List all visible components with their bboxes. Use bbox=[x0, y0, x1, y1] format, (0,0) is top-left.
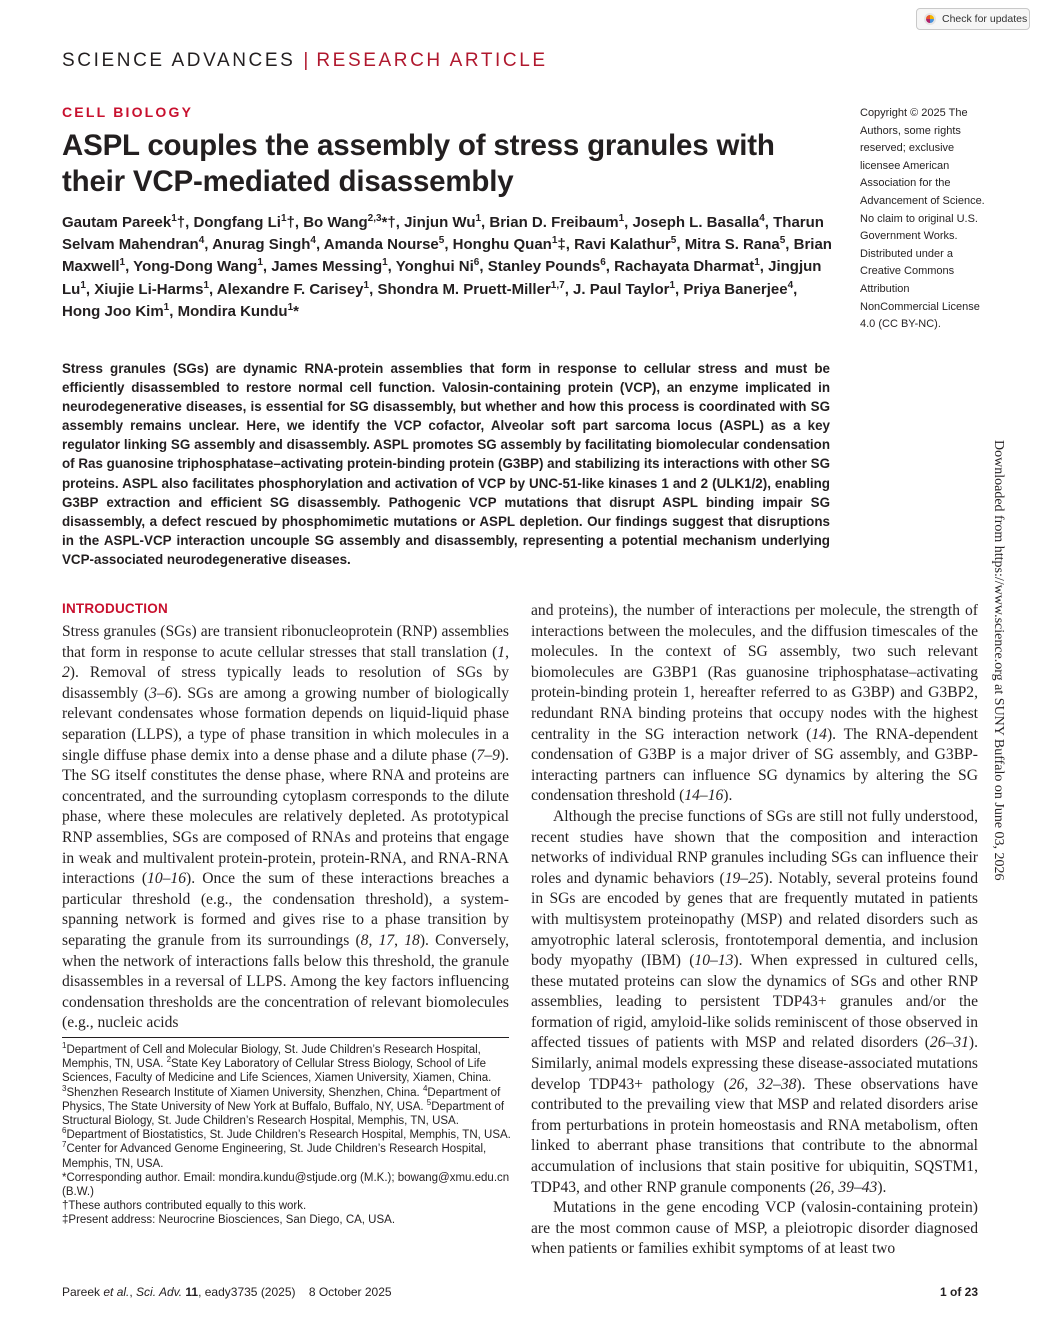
footnote-item: ‡Present address: Neurocrine Biosciences, San Diego, CA, USA. bbox=[62, 1214, 396, 1227]
article-type: RESEARCH ARTICLE bbox=[316, 50, 548, 71]
footnote-item: †These authors contributed equally to this work. bbox=[62, 1200, 307, 1213]
author-name: Honghu Quan$^1$‡ bbox=[452, 235, 566, 254]
author-affiliation-marker: 4 bbox=[759, 213, 765, 224]
author-name: Anurag Singh$^4$ bbox=[212, 235, 316, 254]
author-affiliation-marker: 1 bbox=[618, 213, 625, 224]
author-name: Joseph L. Basalla$^4$ bbox=[632, 213, 765, 231]
author-affiliation-marker: 1 bbox=[257, 257, 263, 269]
author-affiliation-marker: 1 bbox=[363, 279, 370, 291]
update-badge-icon bbox=[923, 12, 937, 26]
author-name: James Messing$^1$ bbox=[271, 257, 388, 276]
footer-etal: et al. bbox=[103, 1285, 130, 1299]
author-list: Gautam Pareek$^1$†, Dongfang Li$^1$†, Bo Wang$^{2,3}$*†, Jinjun Wu$^1$, Brian D. Freibaum$^1$, Joseph L. Basalla$^4$, Tharun Selvam Mahendran$^4$, Anurag Singh$^4$, Amanda Nourse$^5$, Honghu Quan$^1$‡, Ravi Kalathur$^5$, Mitra S. Rana$^5$, Brian Maxwell$^1$, Yong-Dong Wang$^1$, James Messing$^1$, Yonghui Ni$^6$, Stanley Pounds$^6$, Rachayata Dharmat$^1$, Jingjun Lu$^1$, Xiujie Li-Harms$^1$, Alexandre F. Carisey$^1$, Shondra M. Pruett-Miller$^{1,7}$, J. Paul Taylor$^1$, Priya Banerjee$^4$, Hong Joo Kim$^1$, Mondira Kundu$^1$* bbox=[62, 213, 832, 320]
introduction-heading: INTRODUCTION bbox=[62, 601, 168, 616]
author-affiliation-marker: 1 bbox=[80, 279, 86, 291]
author-name: J. Paul Taylor$^1$ bbox=[573, 279, 676, 298]
section-label: CELL BIOLOGY bbox=[62, 104, 194, 120]
copyright-notice: Copyright © 2025 The Authors, some rights reserved; exclusive licensee American Association for the Advancement of Science. No claim to original U.S. Government Works. Distributed under a Creative Commons Attribution NonCommercial License 4.0 (CC BY-NC). bbox=[860, 107, 985, 331]
check-for-updates-label: Check for updates bbox=[942, 13, 1028, 25]
footer-volume: 11 bbox=[185, 1285, 199, 1299]
footnote-divider bbox=[62, 1037, 509, 1038]
footer-date: 8 October 2025 bbox=[308, 1285, 392, 1299]
footer-journal: Sci. Adv. bbox=[136, 1285, 183, 1299]
footer-citation: , eady3735 (2025) bbox=[198, 1285, 296, 1299]
author-name: Mondira Kundu$^1$* bbox=[177, 301, 299, 320]
author-name: Alexandre F. Carisey$^1$ bbox=[216, 279, 370, 298]
author-affiliation-marker: 1 bbox=[203, 279, 209, 291]
author-name: Bo Wang$^{2,3}$*† bbox=[303, 213, 396, 231]
author-name: Rachayata Dharmat$^1$ bbox=[614, 257, 760, 276]
author-name: Xiujie Li-Harms$^1$ bbox=[94, 279, 209, 298]
download-watermark: Downloaded from https://www.science.org at SUNY Buffalo on June 03, 2026 bbox=[991, 440, 1006, 881]
author-affiliation-marker: 1 bbox=[171, 213, 177, 224]
body-paragraph: Mutations in the gene encoding VCP (valosin-containing protein) are the most common cause of MSP, a pleiotropic disorder diagnosed when patients or families exhibit symptoms of at least two bbox=[531, 1199, 978, 1258]
author-name: Ravi Kalathur$^5$ bbox=[574, 235, 677, 254]
body-column-right bbox=[531, 601, 978, 1260]
author-affiliation-marker: 1 bbox=[754, 257, 760, 269]
footnote-item: *Corresponding author. Email: mondira.kundu@stjude.org (M.K.); bowang@xmu.edu.cn (B.W.) bbox=[62, 1171, 510, 1199]
author-affiliation-marker: 1 bbox=[287, 301, 294, 313]
author-affiliation-marker: 5 bbox=[670, 235, 677, 247]
author-name: Jingjun Lu$^1$ bbox=[62, 258, 822, 298]
author-affiliation-marker: 1 bbox=[280, 213, 287, 224]
journal-header bbox=[62, 50, 548, 72]
author-name: Jinjun Wu$^1$ bbox=[404, 213, 482, 231]
citation-footer: Pareek et al., Sci. Adv. 11, eady3735 (2025) 8 October 2025 bbox=[62, 1285, 392, 1299]
author-name: Stanley Pounds$^6$ bbox=[487, 257, 606, 276]
footer-authors: Pareek bbox=[62, 1285, 104, 1299]
author-name: Amanda Nourse$^5$ bbox=[323, 235, 445, 254]
author-name: Mitra S. Rana$^5$ bbox=[684, 235, 786, 254]
author-name: Brian Maxwell$^1$ bbox=[62, 236, 832, 276]
author-name: Hong Joo Kim$^1$ bbox=[62, 301, 170, 320]
author-affiliation-marker: 1 bbox=[475, 213, 482, 224]
author-affiliation-marker: 1 bbox=[119, 257, 126, 269]
journal-name: SCIENCE ADVANCES bbox=[62, 50, 296, 71]
article-title: ASPL couples the assembly of stress granules with their VCP-mediated disassembly bbox=[62, 129, 775, 198]
body-paragraph: Stress granules (SGs) are transient ribonucleoprotein (RNP) assemblies that form in response to acute cellular stresses that stall translation (1, 2). Removal of stress typically leads to resolution of SGs by disassembly (3–6). SGs are among a growing number of biologically relevant condensates whose formation depends on liquid-liquid phase separation (LLPS), a type of phase transition in which molecules in a single diffuse phase demix into a dense phase and a dilute phase (7–9). The SG itself constitutes the dense phase, where RNA and proteins are concentrated, and the surrounding cytoplasm corresponds to the dilute phase, where these molecules are relatively depleted. As prototypical RNP assemblies, SGs are composed of RNAs and proteins that engage in weak and multivalent protein-protein, protein-RNA, and RNA-RNA interactions (10–16). Once the sum of these interactions breaches a particular threshold (e.g., the condensation threshold), a system-spanning network is formed and gives rise to a phase transition by separating the granule from its surroundings (8, 17, 18). Conversely, when the network of interactions falls below this threshold, the granule disassembles in a reversal of LLPS. Among the key factors influencing condensation thresholds are the concentration of relevant biomolecules (e.g., nucleic acids bbox=[62, 623, 510, 1032]
header-separator: | bbox=[303, 50, 309, 71]
author-name: Brian D. Freibaum$^1$ bbox=[489, 213, 625, 231]
author-name: Gautam Pareek$^1$† bbox=[62, 213, 186, 231]
author-affiliation-marker: 4 bbox=[787, 279, 794, 291]
author-affiliation-marker: 1 bbox=[163, 301, 170, 313]
author-affiliation-marker: 6 bbox=[473, 257, 480, 269]
body-column-left bbox=[62, 622, 509, 1034]
author-affiliation-marker: 5 bbox=[779, 235, 786, 247]
body-paragraph: and proteins), the number of interactions per molecule, the strength of interactions between the molecules, and the diffusion timescales of the molecules. In the context of SG assembly, two such relevant biomolecules are G3BP1 (Ras guanosine triphosphatase–activating protein-binding protein 1, hereafter referred to as G3BP) and G3BP2, redundant RNA binding proteins that occupy nodes with the highest centrality in the SG interaction network (14). The RNA-dependent condensation of G3BP is a major driver of SG assembly, and G3BP-interacting partners can influence SG dynamics by altering the SG condensation threshold (14–16). bbox=[531, 602, 978, 805]
page-number: 1 of 23 bbox=[940, 1285, 979, 1299]
author-affiliation-marker: 1 bbox=[382, 257, 388, 269]
author-name: Yonghui Ni$^6$ bbox=[395, 257, 480, 276]
author-name: Priya Banerjee$^4$ bbox=[683, 279, 794, 298]
author-affiliation-marker: 5 bbox=[438, 235, 445, 247]
author-affiliation-marker: 4 bbox=[198, 235, 205, 247]
author-name: Dongfang Li$^1$† bbox=[193, 213, 295, 231]
author-name: Yong-Dong Wang$^1$ bbox=[133, 257, 263, 276]
check-for-updates-button[interactable] bbox=[916, 8, 1030, 30]
author-affiliation-marker: 1 bbox=[551, 235, 558, 247]
author-name: Shondra M. Pruett-Miller$^{1,7}$ bbox=[377, 279, 565, 298]
abstract: Stress granules (SGs) are dynamic RNA-protein assemblies that form in response to cellular stress and must be efficiently disassembled to restore normal cell function. Valosin-containing protein (VCP), an enzyme implicated in neurodegenerative diseases, is essential for SG disassembly, but whether and how this process is coordinated with SG assembly remains unclear. Here, we identify the VCP cofactor, Alveolar soft part sarcoma locus (ASPL) as a key regulator linking SG assembly and disassembly. ASPL promotes SG assembly by facilitating biomolecular condensation of Ras guanosine triphosphatase–activating protein-binding protein (G3BP) and stabilizing its interactions with other SG proteins. ASPL also facilitates phosphorylation and activation of VCP by UNC-51-like kinases 1 and 2 (ULK1/2), enabling G3BP extraction and efficient SG disassembly. Pathogenic VCP mutations that disrupt ASPL binding impair SG disassembly, a defect rescued by phosphomimetic mutations or ASPL depletion. Our findings suggest that disruptions in the ASPL-VCP interaction uncouple SG assembly and disassembly, representing a potential mechanism underlying VCP-associated neurodegenerative diseases. bbox=[62, 361, 830, 567]
footnote-item: $^1$Department of Cell and Molecular Biology, St. Jude Children’s Research Hospital, Memphis, TN, USA. $^2$State Key Laboratory of Cellular Stress Biology, School of Life Sciences, Faculty of Medicine and Life Sciences, Xiamen University, Xiamen, China. $^3$Shenzhen Research Institute of Xiamen University, Shenzhen, China. $^4$Department of Physics, The State University of New York at Buffalo, Buffalo, NY, USA. $^5$Department of Structural Biology, St. Jude Children’s Research Hospital, Memphis, TN, USA. $^6$Department of Biostatistics, St. Jude Children’s Research Hospital, Memphis, TN, USA. $^7$Center for Advanced Genome Engineering, St. Jude Children’s Research Hospital, Memphis, TN, USA. bbox=[62, 1041, 511, 1170]
author-affiliation-marker: 4 bbox=[310, 235, 316, 247]
affiliations-footnotes bbox=[62, 1043, 514, 1228]
body-paragraph: Although the precise functions of SGs are still not fully understood, recent studies have shown that the composition and interaction networks of individual RNP granules including SGs can influence their roles and dynamic behaviors (19–25). Notably, several proteins found in SGs are encoded by genes that are frequently mutated in patients with multisystem proteinopathy (MSP) and related disorders such as amyotrophic lateral sclerosis, frontotemporal dementia, and inclusion body myopathy (IBM) (10–13). When expressed in cultured cells, these mutated proteins can slow the dynamics of SGs and other RNP assemblies, leading to persistent TDP43+ granules and/or the formation of rigid, amyloid-like solids reminiscent of those observed in affected tissues of patients with MSP and related disorders (26–31). Similarly, animal models expressing these disease-associated mutations develop TDP43+ pathology (26, 32–38). These observations have contributed to the prevailing view that MSP and related disorders arise from perturbations in protein homeostasis and RNA metabolism, often linked to aberrant phase transitions that contribute to the abnormal accumulation of inclusions that stain positive for ubiquitin, SQSTM1, TDP43, and other RNP granule components (26, 39–43). bbox=[531, 807, 979, 1196]
author-affiliation-marker: 1,7 bbox=[550, 279, 565, 291]
author-affiliation-marker: 6 bbox=[600, 257, 606, 269]
author-name: Tharun Selvam Mahendran$^4$ bbox=[62, 214, 824, 254]
author-affiliation-marker: 1 bbox=[669, 279, 676, 291]
author-affiliation-marker: 2,3 bbox=[367, 213, 382, 224]
